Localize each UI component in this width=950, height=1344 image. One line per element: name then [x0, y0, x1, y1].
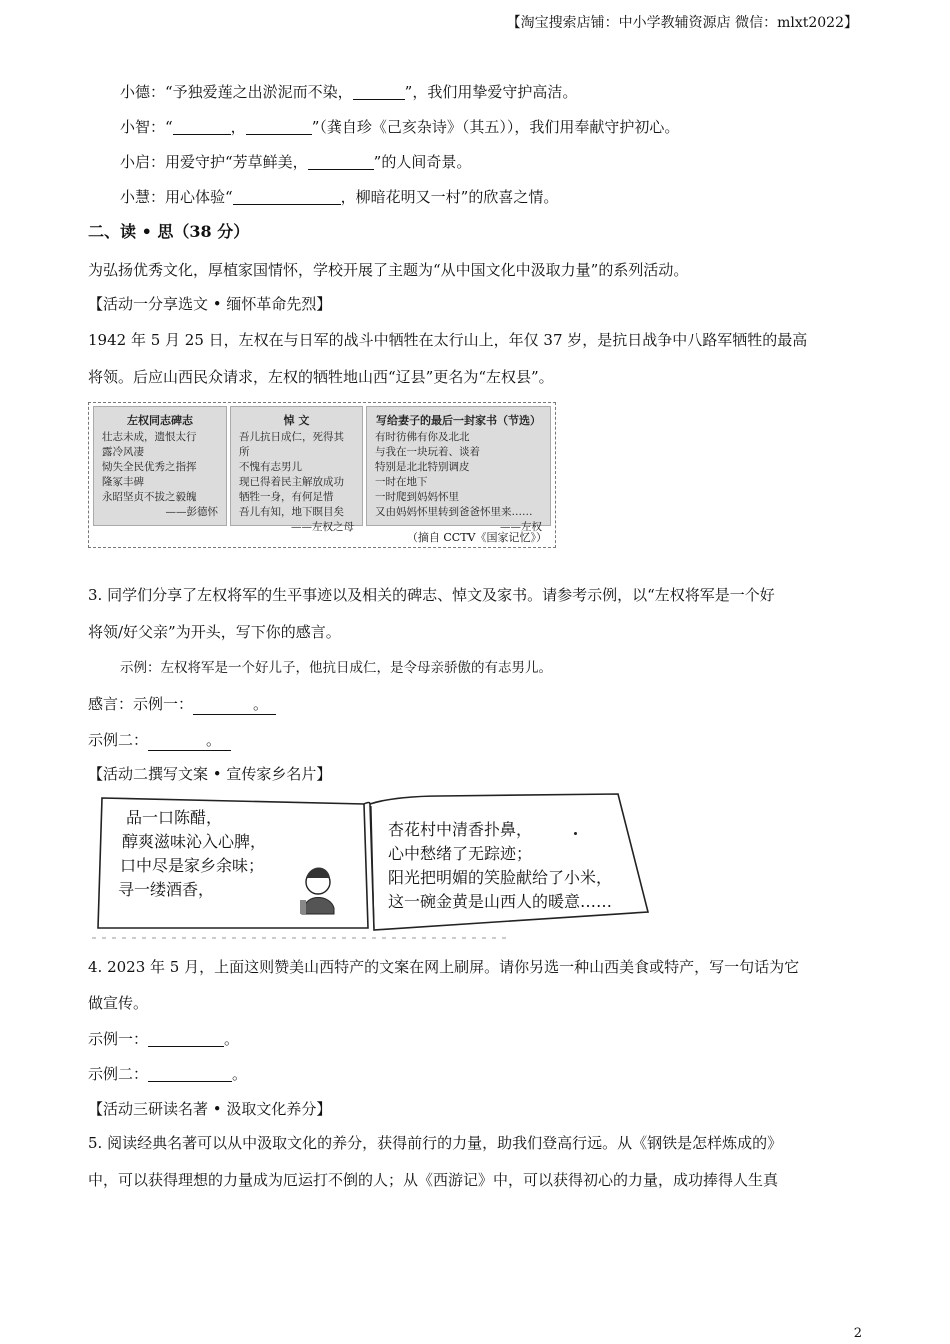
question-3-example: 示例：左权将军是一个好儿子，他抗日成仁，是令母亲骄傲的有志男儿。 [120, 660, 552, 676]
poem-line-xiaode: 小德：“予独爱莲之出淤泥而不染， ”，我们用挚爱守护高洁。 [120, 83, 578, 101]
section-intro: 为弘扬优秀文化，厚植家国情怀，学校开展了主题为“从中国文化中汲取力量”的系列活动。 [88, 261, 689, 279]
panel-elegy: 悼 文 吾儿抗日成仁，死得其所 不愧有志男儿 现已得着民主解放成功 牺牲一身，有何足惜 吾儿有知，地下瞑目矣 ——左权之母 [230, 406, 363, 526]
panel-letter: 写给妻子的最后一封家书（节选） 有时彷佛有你及北北 与我在一块玩着、谈着 特别是北北特别调皮 一时在地下 一时爬到妈妈怀里 又由妈妈怀里转到爸爸怀里来…… ——左权 [366, 406, 551, 526]
shanxi-ad-figure [88, 790, 662, 940]
ad-right-page: 杏花村中清香扑鼻， 心中愁绪了无踪迹； 阳光把明媚的笑脸献给了小米， 这一碗金黄是山西人的暖意…… [388, 820, 613, 911]
answer-blank[interactable] [148, 1030, 224, 1047]
girl-illustration [300, 868, 334, 915]
activity-three-title: 【活动三研读名著 • 汲取文化养分】 [88, 1100, 332, 1118]
blank[interactable] [233, 188, 341, 205]
question-3-line: 将领/好父亲”为开头，写下你的感言。 [88, 623, 341, 641]
poem-line-xiaohui: 小慧：用心体验“ ，柳暗花明又一村”的欣喜之情。 [120, 188, 559, 206]
decorative-dot [574, 832, 577, 835]
question-5-line: 中，可以获得理想的力量成为厄运打不倒的人；从《西游记》中，可以获得初心的力量，成功捧得人生真 [88, 1171, 779, 1189]
activity-two-title: 【活动二撰写文案 • 宣传家乡名片】 [88, 765, 332, 783]
answer-blank[interactable]: 。 [193, 695, 276, 715]
zuoquan-memorial-figure [88, 402, 556, 548]
question-3-line: 3. 同学们分享了左权将军的生平事迹以及相关的碑志、悼文及家书。请参考示例，以“左权将军是一个好 [88, 586, 775, 604]
page-number: 2 [853, 1326, 862, 1341]
blank[interactable] [353, 83, 405, 100]
answer-line-1: 示例一： 。 [88, 1030, 240, 1048]
question-4-line: 做宣传。 [88, 994, 149, 1012]
answer-line-2: 示例二： 。 [88, 730, 231, 750]
answer-line-1: 感言：示例一： 。 [88, 694, 276, 714]
section-title: 二、读 • 思（38 分） [88, 222, 250, 241]
poem-line-xiaoqi: 小启：用爱守护“芳草鲜美， ”的人间奇景。 [120, 153, 472, 171]
paragraph-line: 将领。后应山西民众请求，左权的牺牲地山西“辽县”更名为“左权县”。 [88, 368, 554, 386]
blank[interactable] [246, 118, 312, 135]
figure-caption: （摘自 CCTV《国家记忆》） [406, 531, 547, 544]
answer-blank[interactable] [148, 1065, 232, 1082]
poem-line-xiaozhi: 小智：“ ， ”（龚自珍《己亥杂诗》（其五）），我们用奉献守护初心。 [120, 118, 680, 136]
question-4-line: 4. 2023 年 5 月，上面这则赞美山西特产的文案在网上刷屏。请你另选一种山西美食或特产，写一句话为它 [88, 958, 800, 976]
activity-one-title: 【活动一分享选文 • 缅怀革命先烈】 [88, 295, 332, 313]
question-5-line: 5. 阅读经典名著可以从中汲取文化的养分，获得前行的力量，助我们登高行远。从《钢铁是怎样炼成的》 [88, 1134, 783, 1152]
ad-left-page: 品一口陈醋， 醇爽滋味沁入心脾， 口中尽是家乡余味； 寻一缕酒香， [118, 808, 267, 899]
panel-epitaph: 左权同志碑志 壮志未成，遗恨太行 露冷风凄 恸失全民优秀之指挥 隆冢丰碑 永昭坚贞不拔之毅魄 ——彭德怀 [93, 406, 227, 526]
blank[interactable] [173, 118, 231, 135]
blank[interactable] [308, 153, 374, 170]
paragraph-line: 1942 年 5 月 25 日，左权在与日军的战斗中牺牲在太行山上，年仅 37 岁，是抗日战争中八路军牺牲的最高 [88, 331, 808, 349]
header-note: 【淘宝搜索店铺：中小学教辅资源店 微信：mlxt2022】 [506, 15, 858, 31]
answer-line-2: 示例二： 。 [88, 1065, 248, 1083]
answer-blank[interactable]: 。 [148, 731, 231, 751]
